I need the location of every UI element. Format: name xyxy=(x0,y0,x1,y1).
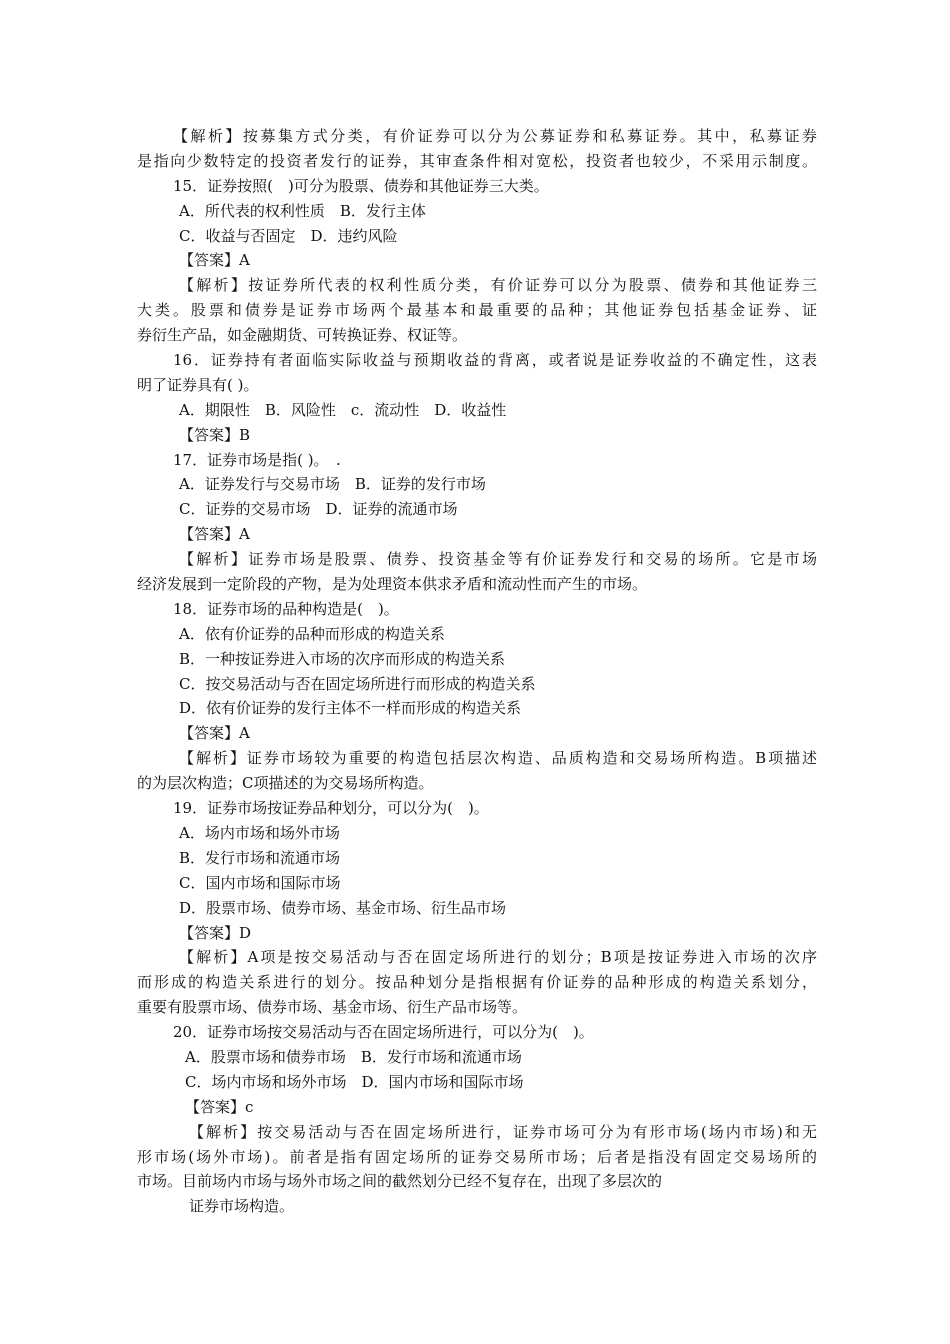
analysis-20-line-4: 证券市场构造。 xyxy=(189,1197,295,1216)
question-18-option-a: A．依有价证券的品种而形成的构造关系 xyxy=(179,624,445,643)
answer-20: 【答案】c xyxy=(185,1097,254,1116)
question-15-options-cd: C．收益与否固定 D．违约风险 xyxy=(179,226,398,245)
analysis-15-line-2: 大类。股票和债券是证券市场两个最基本和最重要的品种；其他证券包括基金证券、证 xyxy=(137,301,817,320)
question-20-options-cd: C．场内市场和场外市场 D．国内市场和国际市场 xyxy=(185,1072,524,1091)
analysis-17-line-1: 【解析】证券市场是股票、债券、投资基金等有价证券发行和交易的场所。它是市场 xyxy=(179,550,817,569)
question-17-options-ab: A．证券发行与交易市场 B．证券的发行市场 xyxy=(179,475,486,494)
question-16-line-1: 16．证券持有者面临实际收益与预期收益的背离，或者说是证券收益的不确定性，这表 xyxy=(173,351,817,370)
question-18-option-c: C．按交易活动与否在固定场所进行而形成的构造关系 xyxy=(179,674,536,693)
question-17: 17．证券市场是指( )。 . xyxy=(173,450,341,469)
analysis-15-line-3: 券衍生产品，如金融期货、可转换证券、权证等。 xyxy=(137,326,468,345)
question-18-option-b: B．一种按证券进入市场的次序而形成的构造关系 xyxy=(179,649,506,668)
analysis-20-line-1: 【解析】按交易活动与否在固定场所进行，证券市场可分为有形市场(场内市场)和无 xyxy=(189,1122,817,1141)
question-18: 18．证券市场的品种构造是( )。 xyxy=(173,599,399,618)
question-20: 20．证券市场按交易活动与否在固定场所进行，可以分为( )。 xyxy=(173,1023,594,1042)
analysis-15-line-1: 【解析】按证券所代表的权利性质分类，有价证券可以分为股票、债券和其他证券三 xyxy=(179,276,817,295)
analysis-14-line-1: 【解析】按募集方式分类，有价证券可以分为公募证券和私募证券。其中，私募证券 xyxy=(173,127,817,145)
question-19-option-d: D．股票市场、债券市场、基金市场、衍生品市场 xyxy=(179,898,507,917)
answer-17: 【答案】A xyxy=(179,525,250,544)
question-15-options-ab: A．所代表的权利性质 B．发行主体 xyxy=(179,201,426,220)
answer-16: 【答案】B xyxy=(179,425,251,444)
question-19: 19．证券市场按证券品种划分，可以分为( )。 xyxy=(173,799,489,818)
analysis-18-line-2: 的为层次构造；C项描述的为交易场所构造。 xyxy=(137,774,434,793)
question-16-options: A．期限性 B．风险性 c．流动性 D．收益性 xyxy=(179,400,507,419)
answer-15: 【答案】A xyxy=(179,251,250,270)
question-15: 15．证券按照( )可分为股票、债券和其他证券三大类。 xyxy=(173,176,549,195)
analysis-20-line-3: 市场。目前场内市场与场外市场之间的截然划分已经不复存在，出现了多层次的 xyxy=(137,1172,663,1191)
analysis-18-line-1: 【解析】证券市场较为重要的构造包括层次构造、品质构造和交易场所构造。B项描述 xyxy=(179,749,817,768)
question-19-option-c: C．国内市场和国际市场 xyxy=(179,873,341,892)
analysis-14-line-2: 是指向少数特定的投资者发行的证券，其审查条件相对宽松，投资者也较少，不采用示制度。 xyxy=(137,151,817,170)
question-16-line-2: 明了证券具有( )。 xyxy=(137,375,259,394)
answer-18: 【答案】A xyxy=(179,724,250,743)
question-18-option-d: D．依有价证券的发行主体不一样而形成的构造关系 xyxy=(179,699,522,718)
analysis-19-line-1: 【解析】A项是按交易活动与否在固定场所进行的划分；B项是按证券进入市场的次序 xyxy=(179,948,817,967)
document-body xyxy=(137,124,817,1219)
analysis-17-line-2: 经济发展到一定阶段的产物，是为处理资本供求矛盾和流动性而产生的市场。 xyxy=(137,575,648,594)
question-19-option-b: B．发行市场和流通市场 xyxy=(179,848,341,867)
question-17-options-cd: C．证券的交易市场 D．证券的流通市场 xyxy=(179,500,458,519)
question-19-option-a: A．场内市场和场外市场 xyxy=(179,823,340,842)
analysis-19-line-2: 而形成的构造关系进行的划分。按品种划分是指根据有价证券的品种形成的构造关系划分， xyxy=(137,973,817,992)
answer-19: 【答案】D xyxy=(179,923,252,942)
analysis-19-line-3: 重要有股票市场、债券市场、基金市场、衍生产品市场等。 xyxy=(137,998,528,1017)
question-20-options-ab: A．股票市场和债券市场 B．发行市场和流通市场 xyxy=(185,1047,522,1066)
analysis-20-line-2: 形市场(场外市场)。前者是指有固定场所的证券交易所市场；后者是指没有固定交易场所的 xyxy=(137,1147,817,1166)
